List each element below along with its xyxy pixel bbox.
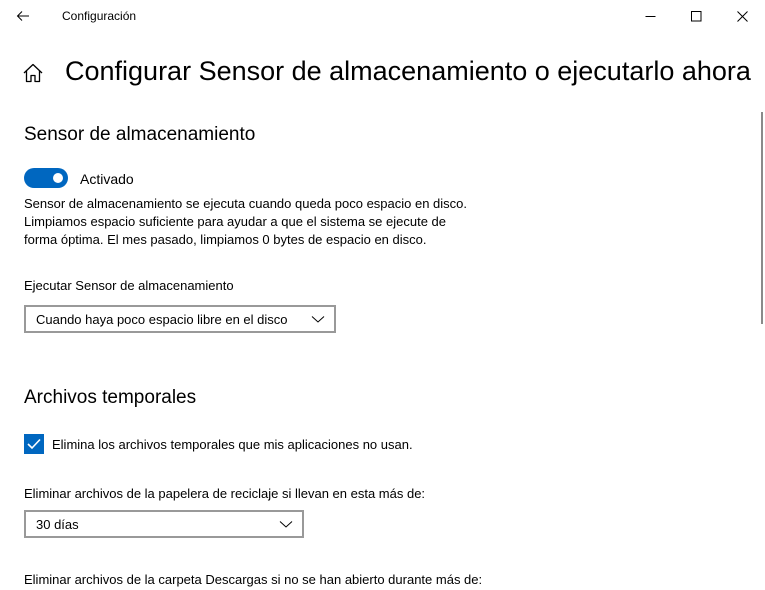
section-heading-temp-files: Archivos temporales (24, 387, 197, 408)
maximize-button[interactable] (673, 0, 719, 32)
delete-temp-files-label: Elimina los archivos temporales que mis aplicaciones no usan. (52, 437, 413, 452)
page-title: Configurar Sensor de almacenamiento o ejecutarlo ahora (65, 56, 751, 86)
checkmark-icon (27, 438, 41, 450)
run-storage-sense-label: Ejecutar Sensor de almacenamiento (24, 278, 234, 293)
app-title: Configuración (62, 9, 137, 23)
minimize-button[interactable] (627, 0, 673, 32)
maximize-icon (691, 11, 702, 22)
section-heading-storage-sense: Sensor de almacenamiento (24, 124, 256, 145)
recycle-bin-label: Eliminar archivos de la papelera de reciclaje si llevan en esta más de: (24, 486, 426, 501)
close-button[interactable] (719, 0, 765, 32)
scrollbar[interactable] (761, 112, 763, 324)
run-storage-sense-dropdown[interactable] (24, 305, 336, 333)
title-bar (0, 0, 765, 32)
recycle-bin-dropdown[interactable] (24, 510, 304, 538)
storage-sense-description: Sensor de almacenamiento se ejecuta cuando queda poco espacio en disco. Limpiamos espacio suficiente para ayudar a que el sistema se ejecute de forma óptima. El mes pasado, limpiamos 0 bytes de espacio en disco. (24, 196, 468, 247)
toggle-label: Activado (80, 171, 134, 187)
chevron-down-icon (311, 313, 325, 325)
back-arrow-icon (16, 10, 30, 22)
toggle-knob (53, 173, 63, 183)
back-button[interactable] (8, 2, 38, 30)
dropdown-value: 30 días (36, 516, 79, 532)
delete-temp-files-checkbox[interactable] (24, 434, 44, 454)
close-icon (737, 11, 748, 22)
dropdown-value: Cuando haya poco espacio libre en el disco (36, 311, 288, 327)
minimize-icon (645, 11, 656, 22)
home-icon[interactable] (22, 62, 44, 84)
storage-sense-toggle[interactable] (24, 168, 68, 188)
downloads-label: Eliminar archivos de la carpeta Descargas si no se han abierto durante más de: (24, 572, 483, 587)
chevron-down-icon (279, 518, 293, 530)
